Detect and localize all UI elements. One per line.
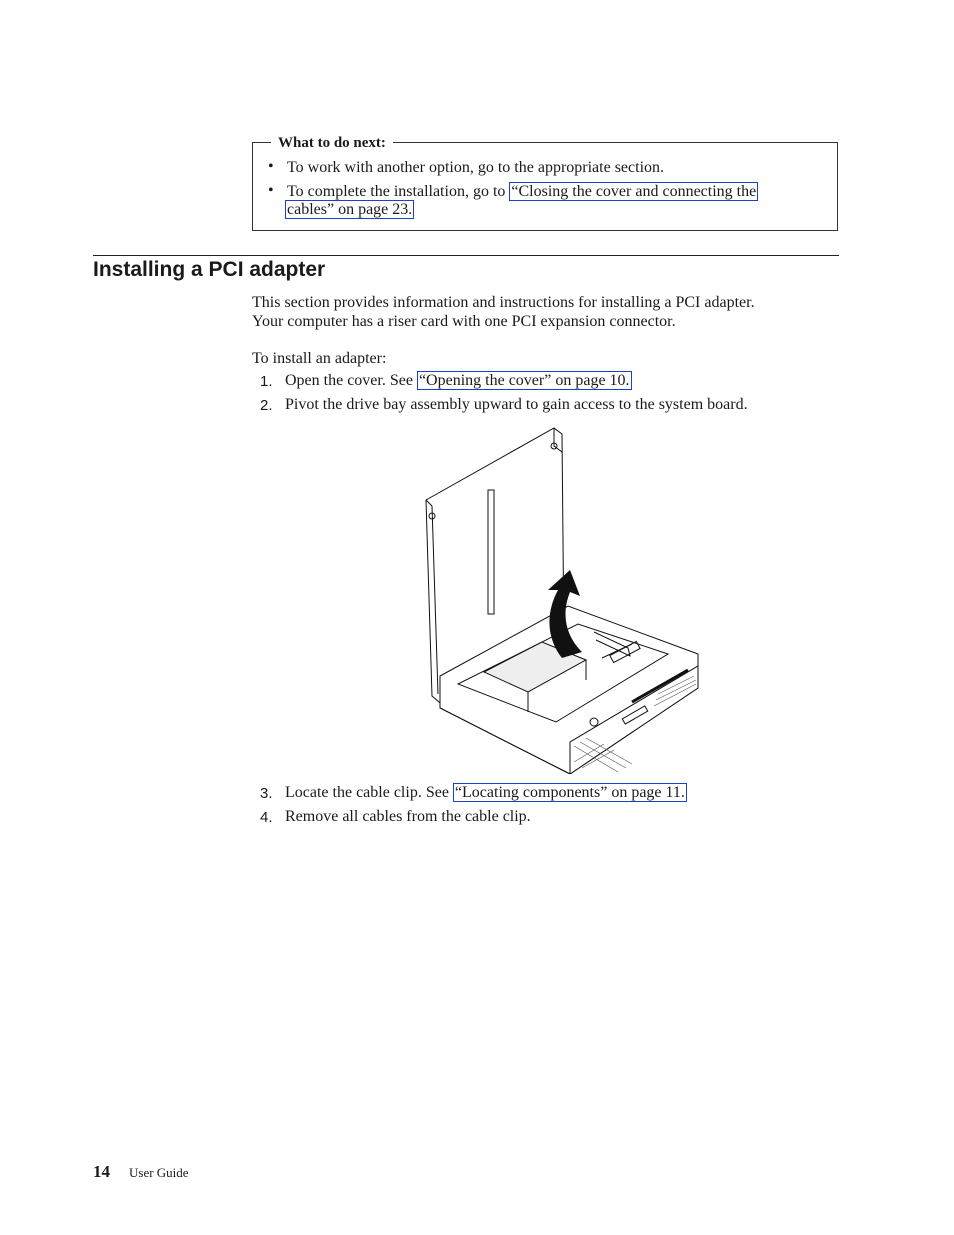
intro-line-1: This section provides information and instructions for installing a PCI adapter.: [252, 294, 755, 311]
opening-cover-link[interactable]: “Opening the cover” on page 10.: [418, 372, 630, 389]
section-rule: [93, 255, 839, 256]
next-bullet-1: To work with another option, go to the appropriate section.: [287, 159, 665, 176]
footer-label: User Guide: [129, 1165, 189, 1180]
step-3: [285, 784, 687, 802]
drive-bay-pivot-illustration: [418, 426, 702, 774]
intro-line-2: Your computer has a riser card with one PCI expansion connector.: [252, 313, 676, 330]
step-4-number: 4.: [260, 809, 273, 826]
next-bullet-2-prefix: To complete the installation, go to: [287, 183, 510, 200]
next-bullet-2: [287, 182, 758, 201]
page-number: 14: [93, 1162, 110, 1181]
bullet-glyph: •: [268, 158, 274, 175]
bullet-glyph: •: [268, 182, 274, 199]
step-2-number: 2.: [260, 397, 273, 414]
closing-cover-link[interactable]: “Closing the cover and connecting the: [511, 183, 757, 200]
next-bullet-2-line2: [285, 200, 414, 219]
section-heading: Installing a PCI adapter: [93, 258, 326, 281]
step-1-text: Open the cover. See: [285, 372, 417, 389]
step-4-text: Remove all cables from the cable clip.: [285, 808, 531, 825]
step-1: [285, 372, 632, 390]
step-3-text: Locate the cable clip. See: [285, 784, 453, 801]
what-to-do-next-title: What to do next:: [271, 135, 393, 152]
locating-components-link[interactable]: “Locating components” on page 11.: [454, 784, 685, 801]
install-lead: To install an adapter:: [252, 350, 387, 367]
closing-cover-link-cont[interactable]: cables” on page 23.: [287, 201, 413, 218]
step-1-number: 1.: [260, 373, 273, 390]
step-2-text: Pivot the drive bay assembly upward to gain access to the system board.: [285, 396, 748, 413]
step-3-number: 3.: [260, 785, 273, 802]
